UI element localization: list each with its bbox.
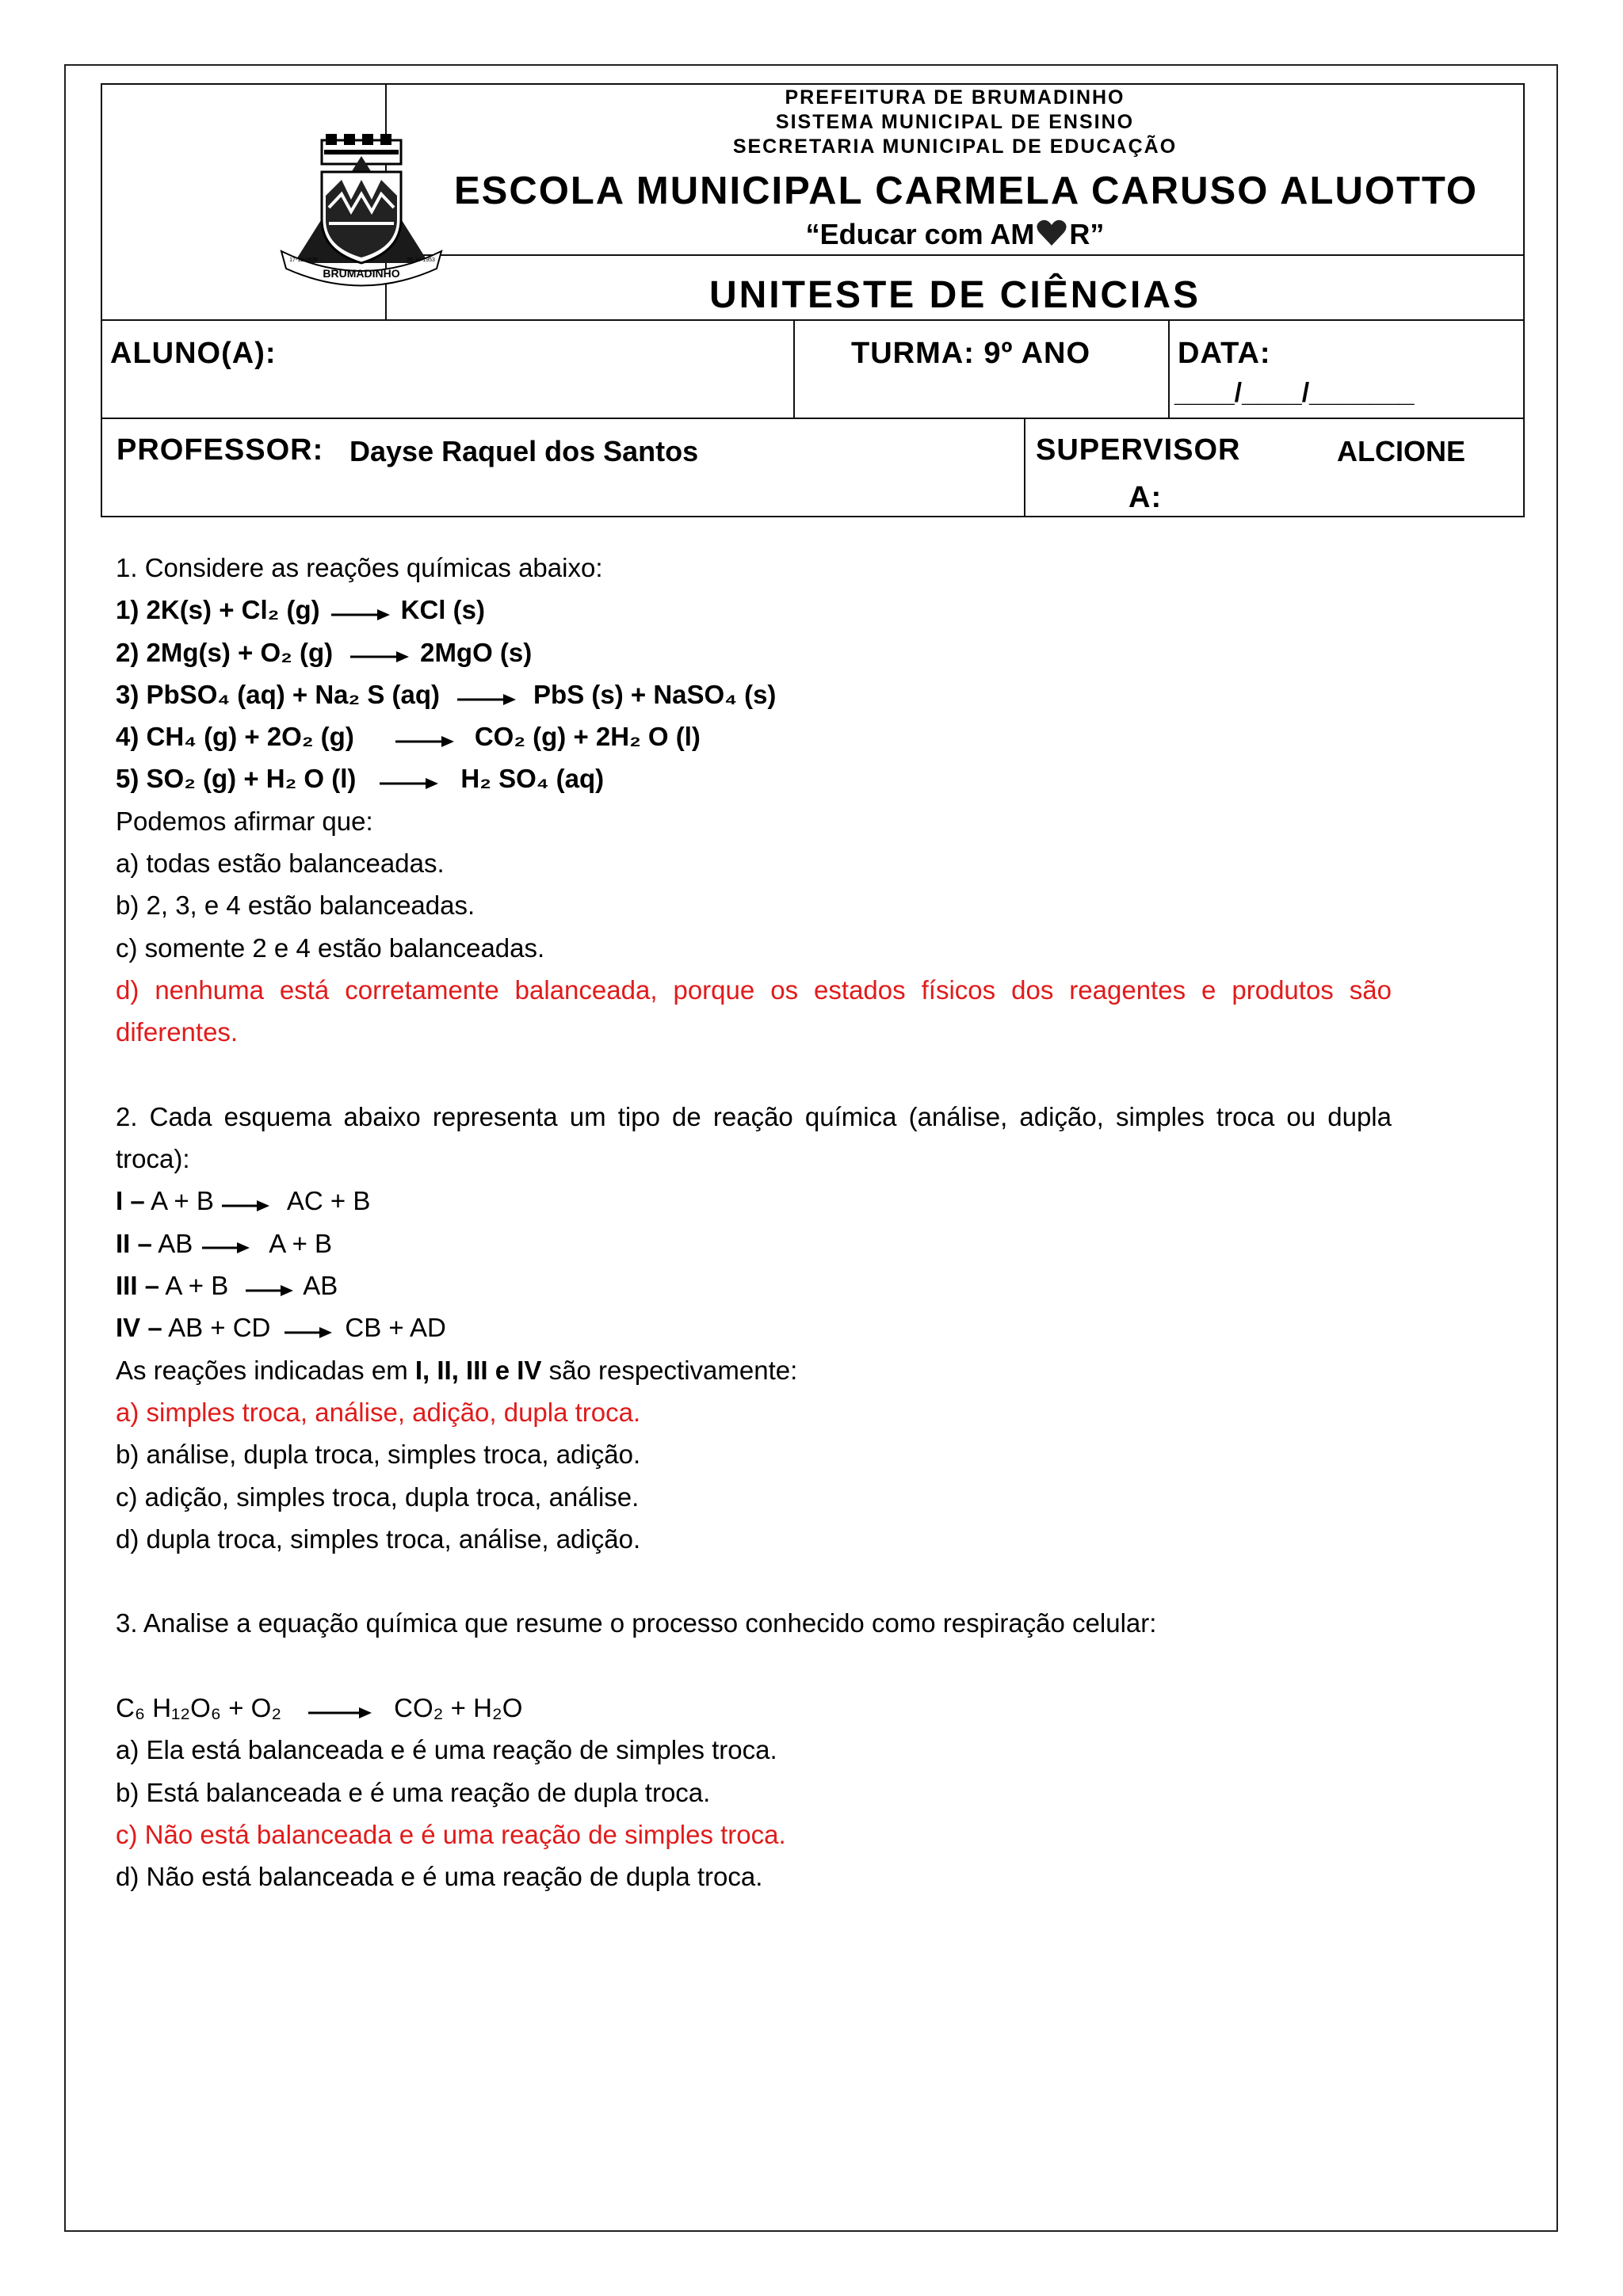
col-divider-1: [793, 319, 795, 418]
scheme-iv-label: IV –: [116, 1313, 162, 1343]
arrow-icon: [331, 591, 390, 633]
header-table: [101, 83, 1525, 517]
q1-reaction-1: [116, 589, 1392, 631]
school-name: ESCOLA MUNICIPAL CARMELA CARUSO ALUOTTO: [453, 170, 1479, 212]
professor-name: Dayse Raquel dos Santos: [349, 435, 699, 467]
supervisor-name: ALCIONE: [1337, 435, 1465, 467]
q3-option-a[interactable]: a) Ela está balanceada e é uma reação de simples troca.: [116, 1735, 777, 1765]
questions: [116, 547, 1392, 1898]
scheme-iv-right: CB + AD: [345, 1313, 446, 1343]
heart-icon: [1036, 219, 1067, 254]
q1-option-d[interactable]: d) nenhuma está corretamente balanceada, porque os estados físicos dos reagentes e produtos são diferentes.: [116, 974, 1392, 1047]
arrow-icon: [457, 676, 516, 718]
row-divider-1: [385, 254, 1525, 256]
scheme-ii-label: II –: [116, 1228, 152, 1258]
r2-left: 2) 2Mg(s) + O₂ (g): [116, 637, 334, 667]
header-line-1: PREFEITURA DE BRUMADINHO: [785, 86, 1125, 109]
header-line-3: SECRETARIA MUNICIPAL DE EDUCAÇÃO: [732, 135, 1178, 158]
scheme-iii-label: III –: [116, 1271, 160, 1301]
q1-intro: 1. Considere as reações químicas abaixo:: [116, 553, 603, 582]
scheme-ii-left: AB: [158, 1228, 193, 1258]
r5-left: 5) SO₂ (g) + H₂ O (l): [116, 764, 357, 794]
q2-option-b[interactable]: b) análise, dupla troca, simples troca, adição.: [116, 1440, 641, 1470]
q2-prompt: [116, 1349, 1392, 1391]
scheme-iii-left: A + B: [165, 1271, 229, 1301]
header-line-2: SISTEMA MUNICIPAL DE ENSINO: [775, 111, 1135, 133]
r1-right: KCl (s): [400, 595, 485, 625]
q2-scheme-i: [116, 1180, 1392, 1222]
r1-left: 1) 2K(s) + Cl₂ (g): [116, 595, 320, 625]
arrow-icon: [395, 718, 454, 760]
supervisor-label-2: A:: [1128, 481, 1163, 514]
scheme-i-left: A + B: [151, 1186, 214, 1216]
col-divider-2: [1168, 319, 1170, 418]
scheme-iii-right: AB: [303, 1271, 338, 1301]
supervisor-label: SUPERVISOR: [1036, 433, 1241, 467]
q1-reaction-5: [116, 757, 1392, 799]
q3-equation: [116, 1687, 1392, 1729]
q2-intro: 2. Cada esquema abaixo representa um tipo de reação química (análise, adição, simples troca ou dupla troca):: [116, 1101, 1392, 1174]
motto-right: R”: [1069, 218, 1105, 250]
q1-option-c[interactable]: c) somente 2 e 4 estão balanceadas.: [116, 933, 545, 963]
arrow-icon: [222, 1182, 269, 1224]
col-divider-3: [1024, 418, 1025, 517]
r4-left: 4) CH₄ (g) + 2O₂ (g): [116, 722, 354, 752]
r3-left: 3) PbSO₄ (aq) + Na₂ S (aq): [116, 679, 441, 709]
q2-prompt-bold: I, II, III e IV: [414, 1355, 542, 1385]
q2-scheme-iii: [116, 1264, 1392, 1306]
q1-reaction-4: [116, 715, 1392, 757]
q2-option-c[interactable]: c) adição, simples troca, dupla troca, análise.: [116, 1482, 640, 1512]
row-divider-2: [102, 319, 1525, 321]
logo-year-left: 17-12-1938: [289, 257, 318, 263]
arrow-icon: [380, 760, 438, 802]
data-label: DATA:: [1178, 337, 1271, 370]
q2-scheme-iv: [116, 1306, 1392, 1348]
scheme-iv-left: AB + CD: [168, 1313, 271, 1343]
q1-reaction-3: [116, 673, 1392, 715]
data-blank[interactable]: ____/____/_______: [1174, 378, 1415, 408]
r2-right: 2MgO (s): [420, 637, 533, 667]
arrow-icon: [246, 1267, 293, 1309]
aluno-label: ALUNO(A):: [110, 337, 277, 370]
logo-text: BRUMADINHO: [323, 267, 400, 280]
q2-option-d[interactable]: d) dupla troca, simples troca, análise, adição.: [116, 1524, 641, 1554]
arrow-icon: [350, 633, 409, 675]
q1-option-b[interactable]: b) 2, 3, e 4 estão balanceadas.: [116, 891, 475, 921]
motto-left: “Educar com AM: [805, 218, 1035, 250]
arrow-icon: [285, 1309, 332, 1351]
turma-label: TURMA: 9º ANO: [851, 337, 1091, 370]
q3-option-b[interactable]: b) Está balanceada e é uma reação de dupla troca.: [116, 1777, 711, 1807]
r5-right: H₂ SO₄ (aq): [460, 764, 605, 794]
q3-option-c[interactable]: c) Não está balanceada e é uma reação de simples troca.: [116, 1819, 786, 1849]
test-title: UNITESTE DE CIÊNCIAS: [708, 274, 1201, 316]
r4-right: CO₂ (g) + 2H₂ O (l): [474, 722, 701, 752]
q3-eq-right: CO₂ + H₂O: [394, 1693, 523, 1723]
q2-scheme-ii: [116, 1222, 1392, 1264]
q2-prompt-b: são respectivamente:: [548, 1355, 798, 1385]
row-divider-3: [102, 418, 1525, 419]
q3-eq-left: C₆ H₁₂O₆ + O₂: [116, 1693, 282, 1723]
arrow-icon: [308, 1689, 372, 1731]
q3-intro: 3. Analise a equação química que resume o processo conhecido como respiração celular:: [116, 1608, 1157, 1638]
q1-option-a[interactable]: a) todas estão balanceadas.: [116, 849, 445, 879]
q2-option-a[interactable]: a) simples troca, análise, adição, dupla troca.: [116, 1397, 641, 1427]
scheme-i-label: I –: [116, 1186, 145, 1216]
arrow-icon: [202, 1224, 250, 1266]
school-motto: [385, 218, 1525, 254]
q3-option-d[interactable]: d) Não está balanceada e é uma reação de dupla troca.: [116, 1862, 763, 1892]
professor-label: PROFESSOR:: [116, 433, 324, 467]
q1-reaction-2: [116, 631, 1392, 673]
logo-year-right: 28-10-1953: [407, 257, 435, 263]
q1-prompt: Podemos afirmar que:: [116, 806, 373, 836]
r3-right: PbS (s) + NaSO₄ (s): [533, 679, 777, 709]
q2-prompt-a: As reações indicadas em: [116, 1355, 408, 1385]
scheme-i-right: AC + B: [286, 1186, 371, 1216]
scheme-ii-right: A + B: [269, 1228, 333, 1258]
